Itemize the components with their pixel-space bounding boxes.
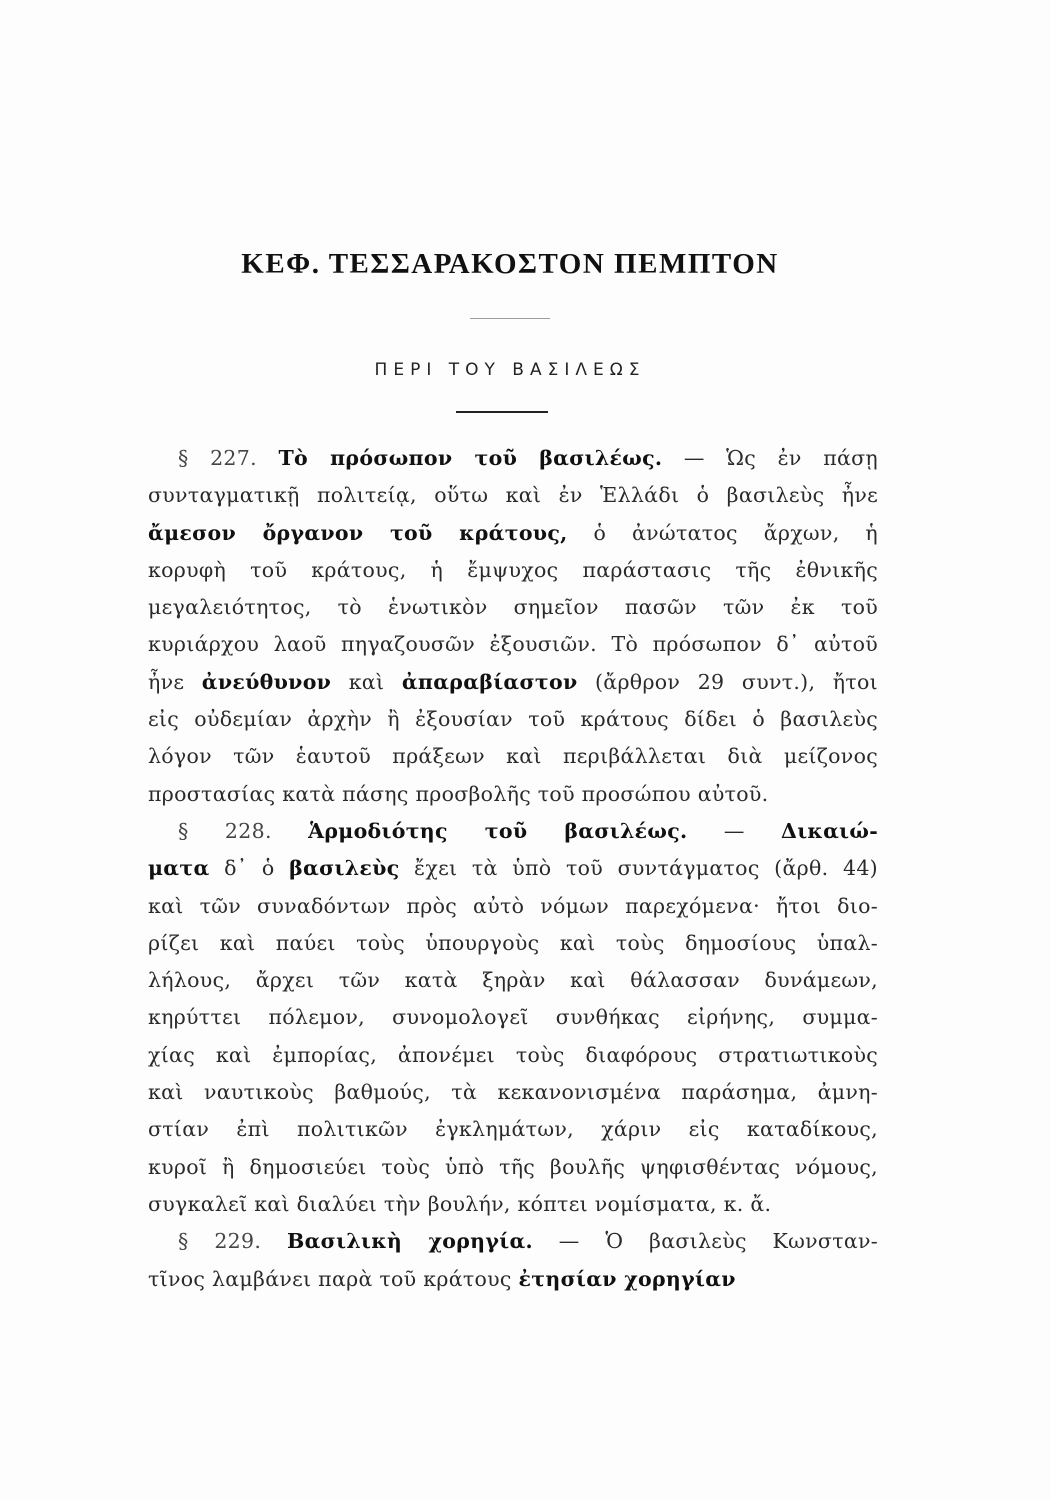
text-run: συνταγματικῇ πολιτείᾳ, οὕτω καὶ ἐν Ἑλλάδι ὁ βασιλεὺς ἦνε <box>148 483 878 508</box>
text-run: κυριάρχου λαοῦ πηγαζουσῶν ἐξουσιῶν. Τὸ πρόσωπον δ᾽ αὐτοῦ <box>148 632 878 657</box>
text-line <box>148 925 878 962</box>
bold-phrase: βασιλεὺς <box>289 856 400 881</box>
bold-phrase: ἀπαραβίαστον <box>401 669 578 694</box>
text-run: λήλους, ἄρχει τῶν κατὰ ξηρὰν καὶ θάλασσαν δυνάμεων, <box>148 968 878 993</box>
text-run: καὶ <box>331 669 402 694</box>
text-line <box>148 813 878 850</box>
text-line <box>148 962 878 999</box>
section-title: ΠΕΡΙ ΤΟΥ ΒΑΣΙΛΕΩΣ <box>374 360 646 380</box>
section-number: § 227. <box>178 446 279 470</box>
chapter-title: ΚΕΦ. ΤΕΣΣΑΡΑΚΟΣΤΟΝ ΠΕΜΠΤΟΝ <box>241 248 779 280</box>
text-run: — <box>687 818 781 843</box>
text-line <box>148 626 878 663</box>
text-line <box>148 1074 878 1111</box>
text-line <box>148 440 878 477</box>
text-line <box>148 1261 878 1298</box>
bold-phrase: ἐτησίαν χορηγίαν <box>518 1266 736 1291</box>
text-run: ἔχει τὰ ὑπὸ τοῦ συντάγματος (ἄρθ. 44) <box>399 856 878 881</box>
text-run: ὁ ἀνώτατος ἄρχων, ἡ <box>567 520 878 545</box>
text-line <box>148 850 878 887</box>
text-line <box>148 515 878 552</box>
bold-phrase: Τὸ πρόσωπον τοῦ βασιλέως. <box>278 446 663 470</box>
text-run: δ᾽ ὁ <box>209 856 290 881</box>
text-run: συγκαλεῖ καὶ διαλύει τὴν βουλήν, κόπτει νομίσματα, κ. ἄ. <box>148 1191 772 1216</box>
text-line <box>148 701 878 738</box>
text-run: — Ὡς ἐν πάσῃ <box>662 446 878 470</box>
text-run: ἦνε <box>148 669 202 694</box>
text-run: μεγαλειότητος, τὸ ἑνωτικὸν σημεῖον πασῶν τῶν ἐκ τοῦ <box>148 595 878 620</box>
text-line <box>148 1149 878 1186</box>
text-line <box>148 999 878 1036</box>
body-text <box>148 440 878 1298</box>
text-line <box>148 738 878 775</box>
text-line <box>148 477 878 514</box>
text-run: (ἄρθρον 29 συντ.), ἤτοι <box>577 669 878 694</box>
text-line <box>148 1111 878 1148</box>
text-line <box>148 552 878 589</box>
text-run: τῖνος λαμβάνει παρὰ τοῦ κράτους <box>148 1266 519 1291</box>
text-run: εἰς οὐδεμίαν ἀρχὴν ἢ ἐξουσίαν τοῦ κράτους δίδει ὁ βασιλεὺς <box>148 707 878 732</box>
text-line <box>148 1037 878 1074</box>
text-run: κηρύττει πόλεμον, συνομολογεῖ συνθήκας εἰρήνης, συμμα- <box>148 1005 878 1030</box>
text-run: καὶ τῶν συναδόντων πρὸς αὐτὸ νόμων παρεχόμενα· ἤτοι διο- <box>148 893 878 918</box>
text-run: προστασίας κατὰ πάσης προσβολῆς τοῦ προσώπου αὐτοῦ. <box>148 781 769 806</box>
bold-phrase: Ἁρμοδιότης τοῦ βασιλέως. <box>308 818 688 843</box>
text-run: — Ὁ βασιλεὺς Κωνσταν- <box>532 1229 878 1254</box>
text-line <box>148 1223 878 1260</box>
bold-phrase: Βασιλικὴ χορηγία. <box>286 1229 533 1254</box>
text-line <box>148 888 878 925</box>
text-run: στίαν ἐπὶ πολιτικῶν ἐγκλημάτων, χάριν εἰς καταδίκους, <box>148 1117 878 1142</box>
text-line <box>148 776 878 813</box>
decorative-rule-long <box>456 411 548 413</box>
text-run: κορυφὴ τοῦ κράτους, ἡ ἔμψυχος παράστασις τῆς ἐθνικῆς <box>148 557 878 582</box>
text-run: καὶ ναυτικοὺς βαθμούς, τὰ κεκανονισμένα παράσημα, ἀμνη- <box>148 1080 878 1105</box>
text-run: λόγον τῶν ἑαυτοῦ πράξεων καὶ περιβάλλεται διὰ μείζονος <box>148 744 878 769</box>
section-number: § 229. <box>178 1229 287 1254</box>
text-line <box>148 589 878 626</box>
section-number: § 228. <box>178 818 309 843</box>
bold-phrase: ἄμεσον ὄργανον τοῦ κράτους, <box>148 520 568 545</box>
bold-phrase: Δικαιώ- <box>780 818 878 843</box>
text-run: χίας καὶ ἐμπορίας, ἀπονέμει τοὺς διαφόρους στρατιωτικοὺς <box>148 1042 878 1067</box>
text-run: κυροῖ ἢ δημοσιεύει τοὺς ὑπὸ τῆς βουλῆς ψηφισθέντας νόμους, <box>148 1154 878 1179</box>
bold-phrase: ματα <box>148 856 210 881</box>
text-line <box>148 664 878 701</box>
text-line <box>148 1186 878 1223</box>
decorative-rule-short <box>470 318 550 319</box>
text-run: ρίζει καὶ παύει τοὺς ὑπουργοὺς καὶ τοὺς δημοσίους ὑπαλ- <box>148 930 878 955</box>
bold-phrase: ἀνεύθυνον <box>201 669 332 694</box>
